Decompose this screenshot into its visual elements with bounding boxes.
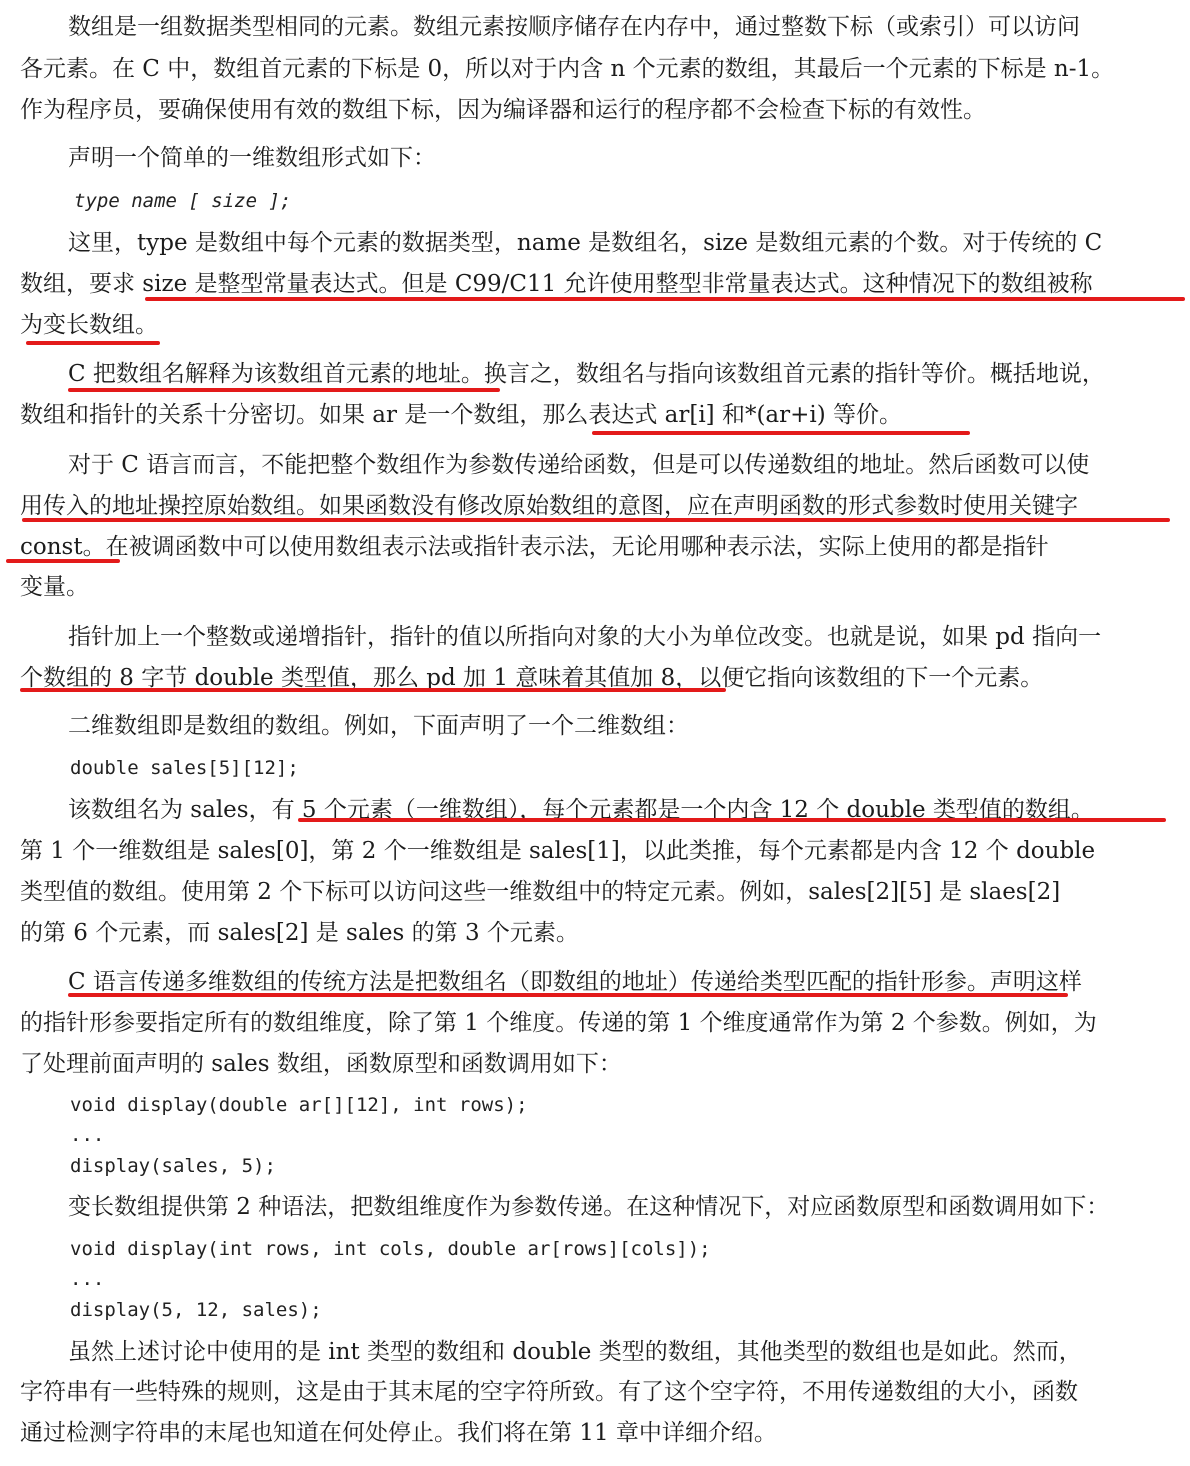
paragraph-line: 数组是一组数据类型相同的元素。数组元素按顺序储存在内存中，通过整数下标（或索引）可以访问: [68, 14, 1080, 40]
paragraph-line: 数组和指针的关系十分密切。如果 ar 是一个数组，那么表达式 ar[i] 和*(ar+i) 等价。: [20, 402, 903, 428]
paragraph-line: 的指针形参要指定所有的数组维度，除了第 1 个维度。传递的第 1 个维度通常作为第 2 个参数。例如，为: [20, 1010, 1097, 1036]
paragraph-line: 各元素。在 C 中，数组首元素的下标是 0，所以对于内含 n 个元素的数组，其最后一个元素的下标是 n-1。: [20, 56, 1115, 82]
paragraph-line: 第 1 个一维数组是 sales[0]，第 2 个一维数组是 sales[1]，以此类推，每个元素都是内含 12 个 double: [20, 838, 1096, 864]
paragraph-line: 个数组的 8 字节 double 类型值，那么 pd 加 1 意味着其值加 8，以便它指向该数组的下一个元素。: [20, 665, 1044, 691]
paragraph-line: 数组，要求 size 是整型常量表达式。但是 C99/C11 允许使用整型非常量表达式。这种情况下的数组被称: [20, 271, 1093, 297]
paragraph-line: 为变长数组。: [20, 312, 158, 338]
paragraph-line: 二维数组即是数组的数组。例如，下面声明了一个二维数组：: [68, 713, 689, 739]
highlight-underline: [20, 688, 726, 692]
paragraph-line: 这里，type 是数组中每个元素的数据类型，name 是数组名，size 是数组元素的个数。对于传统的 C: [68, 230, 1103, 256]
paragraph-line: C 把数组名解释为该数组首元素的地址。换言之，数组名与指向该数组首元素的指针等价。概括地说，: [68, 361, 1105, 387]
highlight-underline: [298, 818, 1166, 822]
paragraph-line: 声明一个简单的一维数组形式如下：: [68, 145, 436, 171]
code-line: void display(int rows, int cols, double ar[rows][cols]);: [70, 1238, 711, 1260]
highlight-underline: [68, 993, 1068, 997]
paragraph-line: 该数组名为 sales，有 5 个元素（一维数组），每个元素都是一个内含 12 个 double 类型值的数组。: [68, 797, 1094, 823]
highlight-underline: [68, 388, 500, 392]
code-line: display(5, 12, sales);: [70, 1299, 322, 1321]
code-line: ...: [70, 1268, 105, 1290]
paragraph-line: 的第 6 个元素，而 sales[2] 是 sales 的第 3 个元素。: [20, 920, 579, 946]
highlight-underline: [26, 341, 160, 345]
highlight-underline: [22, 518, 1170, 522]
code-line: double sales[5][12];: [70, 757, 299, 779]
paragraph-line: 字符串有一些特殊的规则，这是由于其末尾的空字符所致。有了这个空字符，不用传递数组的大小，函数: [20, 1379, 1078, 1405]
highlight-underline: [145, 297, 1185, 301]
paragraph-line: 通过检测字符串的末尾也知道在何处停止。我们将在第 11 章中详细介绍。: [20, 1420, 777, 1446]
code-line: void display(double ar[][12], int rows);: [70, 1094, 528, 1116]
paragraph-line: 虽然上述讨论中使用的是 int 类型的数组和 double 类型的数组，其他类型的数组也是如此。然而，: [68, 1339, 1082, 1365]
paragraph-line: 对于 C 语言而言，不能把整个数组作为参数传递给函数，但是可以传递数组的地址。然后函数可以使: [68, 452, 1090, 478]
code-line: display(sales, 5);: [70, 1155, 276, 1177]
paragraph-line: 变量。: [20, 574, 89, 600]
paragraph-line: 类型值的数组。使用第 2 个下标可以访问这些一维数组中的特定元素。例如，sales[2][5] 是 slaes[2]: [20, 879, 1061, 905]
highlight-underline: [6, 559, 120, 563]
code-line: type name [ size ];: [74, 190, 292, 212]
paragraph-line: 用传入的地址操控原始数组。如果函数没有修改原始数组的意图，应在声明函数的形式参数时使用关键字: [20, 493, 1078, 519]
code-line: ...: [70, 1124, 105, 1146]
paragraph-line: 作为程序员，要确保使用有效的数组下标，因为编译器和运行的程序都不会检查下标的有效性。: [20, 97, 986, 123]
paragraph-line: 变长数组提供第 2 种语法，把数组维度作为参数传递。在这种情况下，对应函数原型和函数调用如下：: [68, 1194, 1110, 1220]
highlight-underline: [592, 431, 970, 435]
paragraph-line: const。在被调函数中可以使用数组表示法或指针表示法，无论用哪种表示法，实际上使用的都是指针: [20, 534, 1049, 560]
paragraph-line: 了处理前面声明的 sales 数组，函数原型和函数调用如下：: [20, 1051, 622, 1077]
paragraph-line: 指针加上一个整数或递增指针，指针的值以所指向对象的大小为单位改变。也就是说，如果 pd 指向一: [68, 624, 1102, 650]
paragraph-line: C 语言传递多维数组的传统方法是把数组名（即数组的地址）传递给类型匹配的指针形参。声明这样: [68, 969, 1082, 995]
